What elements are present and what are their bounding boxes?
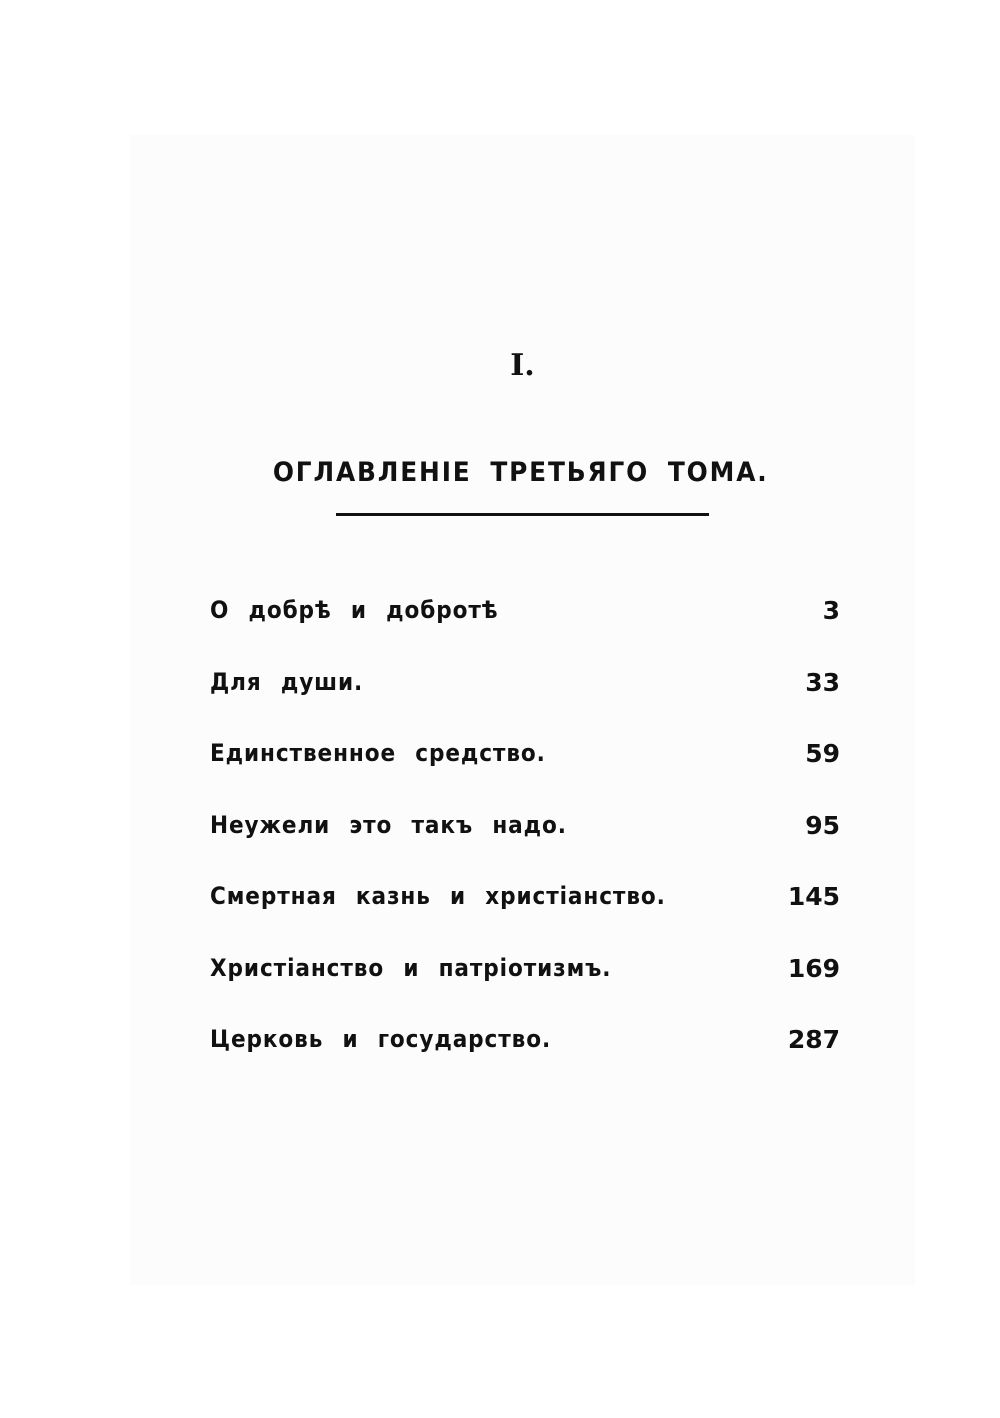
toc-entry-title: Церковь и государство. <box>210 1025 552 1053</box>
toc-entry-title: Единственное средство. <box>210 739 546 767</box>
table-of-contents-list <box>210 596 840 1097</box>
toc-entry-title: Для души. <box>210 667 364 696</box>
toc-page-number: 169 <box>787 953 840 983</box>
toc-entry-title: О добрѣ и добротѣ <box>210 596 499 624</box>
toc-page-number: 3 <box>822 596 840 625</box>
toc-row <box>210 739 840 811</box>
toc-entry-title: Христiанство и патрiотизмъ. <box>210 953 612 982</box>
toc-entry-title: Неужели это такъ надо. <box>210 810 567 839</box>
title-underline-rule <box>336 513 709 516</box>
toc-row <box>210 668 840 740</box>
toc-row <box>210 954 840 1026</box>
toc-page-number: 33 <box>805 667 840 697</box>
toc-row <box>210 882 840 954</box>
toc-row <box>210 596 840 668</box>
volume-number: I. <box>510 348 535 383</box>
toc-row <box>210 1025 840 1097</box>
toc-page-number: 287 <box>787 1025 840 1054</box>
toc-entry-title: Смертная казнь и христiанство. <box>210 882 666 910</box>
table-of-contents-title: ОГЛАВЛЕНIЕ ТРЕТЬЯГО ТОМА. <box>272 457 769 488</box>
toc-page-number: 59 <box>805 739 840 768</box>
toc-page-number: 95 <box>805 810 840 840</box>
toc-page-number: 145 <box>787 882 840 911</box>
toc-row <box>210 811 840 883</box>
